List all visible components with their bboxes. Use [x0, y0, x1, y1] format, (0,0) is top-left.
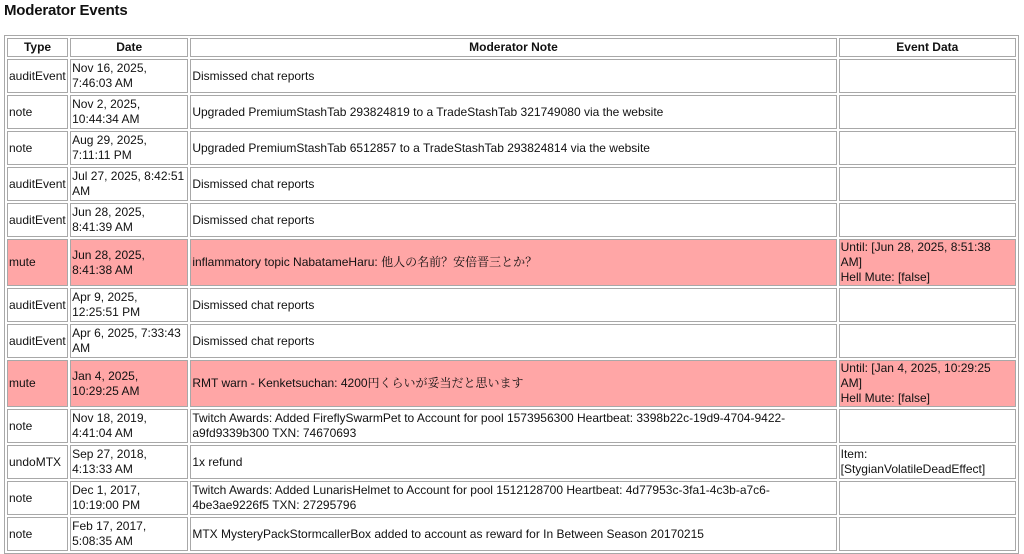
- cell-moderator-note: RMT warn - Kenketsuchan: 4200円くらいが妥当だと思います: [190, 360, 836, 407]
- cell-moderator-note: inflammatory topic NabatameHaru: 他人の名前？安倍晋三とか？: [190, 239, 836, 286]
- table-row: [7, 360, 1016, 407]
- cell-date: Sep 27, 2018, 4:13:33 AM: [70, 445, 188, 479]
- table-row: [7, 131, 1016, 165]
- table-header-row: [7, 38, 1016, 57]
- cell-type: note: [7, 517, 68, 551]
- cell-type: auditEvent: [7, 59, 68, 93]
- event-data-line: Item: [StygianVolatileDeadEffect]: [840, 447, 986, 476]
- cell-event-data: [839, 95, 1016, 129]
- cell-moderator-note: Twitch Awards: Added FireflySwarmPet to Account for pool 1573956300 Heartbeat: 3398b22c-19d9-4704-9422-a9fd9339b300 TXN: 74670693: [190, 409, 836, 443]
- cell-date: Jan 4, 2025, 10:29:25 AM: [70, 360, 188, 407]
- event-data-line: Until: [Jan 4, 2025, 10:29:25 AM]: [840, 361, 991, 390]
- cell-event-data: [839, 360, 1016, 407]
- table-row: [7, 481, 1016, 515]
- cell-event-data: [839, 131, 1016, 165]
- event-data-line: Hell Mute: [false]: [840, 391, 930, 405]
- table-row: [7, 409, 1016, 443]
- table-body: [7, 59, 1016, 551]
- cell-type: undoMTX: [7, 445, 68, 479]
- cell-event-data: [839, 481, 1016, 515]
- cell-date: Nov 18, 2019, 4:41:04 AM: [70, 409, 188, 443]
- cell-date: Apr 9, 2025, 12:25:51 PM: [70, 288, 188, 322]
- cell-moderator-note: Upgraded PremiumStashTab 293824819 to a TradeStashTab 321749080 via the website: [190, 95, 836, 129]
- cell-moderator-note: Upgraded PremiumStashTab 6512857 to a TradeStashTab 293824814 via the website: [190, 131, 836, 165]
- cell-moderator-note: 1x refund: [190, 445, 836, 479]
- moderator-events-table: [4, 35, 1019, 554]
- cell-date: Jun 28, 2025, 8:41:39 AM: [70, 203, 188, 237]
- event-data-line: Until: [Jun 28, 2025, 8:51:38 AM]: [840, 240, 991, 269]
- cell-event-data: [839, 445, 1016, 479]
- column-header-event-data: Event Data: [839, 38, 1016, 57]
- cell-type: auditEvent: [7, 324, 68, 358]
- cell-moderator-note: Twitch Awards: Added LunarisHelmet to Account for pool 1512128700 Heartbeat: 4d77953c-3fa1-4c3b-a7c6-4be3ae9226f5 TXN: 27295796: [190, 481, 836, 515]
- table-row: [7, 288, 1016, 322]
- page-title: Moderator Events: [4, 2, 128, 19]
- cell-event-data: [839, 203, 1016, 237]
- cell-moderator-note: MTX MysteryPackStormcallerBox added to account as reward for In Between Season 20170215: [190, 517, 836, 551]
- cell-moderator-note: Dismissed chat reports: [190, 167, 836, 201]
- cell-event-data: [839, 239, 1016, 286]
- cell-type: auditEvent: [7, 203, 68, 237]
- cell-type: auditEvent: [7, 167, 68, 201]
- cell-date: Aug 29, 2025, 7:11:11 PM: [70, 131, 188, 165]
- table-row: [7, 167, 1016, 201]
- cell-event-data: [839, 324, 1016, 358]
- cell-moderator-note: Dismissed chat reports: [190, 324, 836, 358]
- table-row: [7, 517, 1016, 551]
- cell-date: Jul 27, 2025, 8:42:51 AM: [70, 167, 188, 201]
- table-row: [7, 203, 1016, 237]
- cell-type: note: [7, 409, 68, 443]
- cell-type: note: [7, 95, 68, 129]
- cell-date: Apr 6, 2025, 7:33:43 AM: [70, 324, 188, 358]
- cell-moderator-note: Dismissed chat reports: [190, 59, 836, 93]
- column-header-type: Type: [7, 38, 68, 57]
- cell-event-data: [839, 409, 1016, 443]
- cell-date: Nov 16, 2025, 7:46:03 AM: [70, 59, 188, 93]
- table-row: [7, 95, 1016, 129]
- cell-event-data: [839, 59, 1016, 93]
- cell-type: auditEvent: [7, 288, 68, 322]
- cell-event-data: [839, 517, 1016, 551]
- cell-type: mute: [7, 360, 68, 407]
- cell-type: note: [7, 131, 68, 165]
- column-header-date: Date: [70, 38, 188, 57]
- cell-date: Dec 1, 2017, 10:19:00 PM: [70, 481, 188, 515]
- column-header-moderator-note: Moderator Note: [190, 38, 836, 57]
- cell-date: Nov 2, 2025, 10:44:34 AM: [70, 95, 188, 129]
- table-row: [7, 59, 1016, 93]
- cell-moderator-note: Dismissed chat reports: [190, 203, 836, 237]
- cell-date: Feb 17, 2017, 5:08:35 AM: [70, 517, 188, 551]
- cell-moderator-note: Dismissed chat reports: [190, 288, 836, 322]
- cell-type: note: [7, 481, 68, 515]
- table-row: [7, 324, 1016, 358]
- cell-date: Jun 28, 2025, 8:41:38 AM: [70, 239, 188, 286]
- cell-type: mute: [7, 239, 68, 286]
- cell-event-data: [839, 167, 1016, 201]
- table-row: [7, 445, 1016, 479]
- event-data-line: Hell Mute: [false]: [840, 270, 930, 284]
- table-row: [7, 239, 1016, 286]
- cell-event-data: [839, 288, 1016, 322]
